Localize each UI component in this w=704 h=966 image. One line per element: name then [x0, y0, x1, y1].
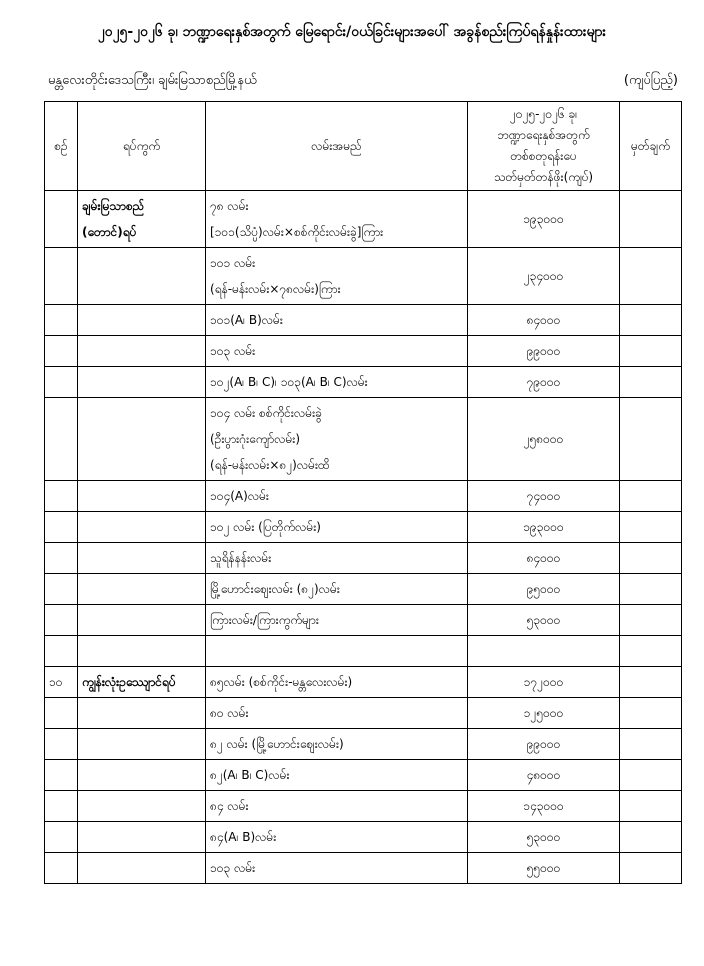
region-label: မန္တလေးတိုင်းဒေသကြီး၊ ချမ်းမြသာစည်မြို့နယ် [48, 73, 257, 88]
cell-ward [78, 481, 206, 512]
cell-remark [620, 305, 682, 336]
header-amount-line: သတ်မှတ်တန်ဖိုး(ကျပ်) [493, 170, 594, 184]
cell-amount: ၄၈၀၀၀ [468, 760, 620, 791]
cell-street [206, 336, 468, 367]
cell-no [45, 481, 78, 512]
cell-amount: ၇၉၀၀၀ [468, 367, 620, 398]
cell-remark [620, 822, 682, 853]
cell-remark [620, 481, 682, 512]
header-amount [468, 102, 620, 191]
cell-street [206, 191, 468, 248]
cell-remark [620, 667, 682, 698]
ward-line: ချမ်းမြသာစည် [82, 199, 145, 213]
cell-ward [78, 512, 206, 543]
cell-remark [620, 760, 682, 791]
cell-street [206, 698, 468, 729]
header-remark: မှတ်ချက် [620, 102, 682, 191]
cell-no [45, 336, 78, 367]
cell-ward [78, 191, 206, 248]
document-title: ၂၀၂၅-၂၀၂၆ ခု၊ ဘဏ္ဍာရေးနှစ်အတွက် မြေရောင်း/ဝယ်ခြင်းများအပေါ် အခွန်စည်းကြပ်ရန်နှုန်းထားများ [97, 24, 607, 40]
cell-ward [78, 760, 206, 791]
table-row [45, 512, 682, 543]
cell-ward [78, 636, 206, 667]
cell-street [206, 367, 468, 398]
cell-ward [78, 248, 206, 305]
cell-amount: ၉၉၀၀၀ [468, 729, 620, 760]
cell-amount [468, 636, 620, 667]
cell-remark [620, 367, 682, 398]
unit-label: (ကျပ်ပြည့်) [623, 73, 678, 88]
cell-amount: ၁၉၃၀၀၀ [468, 512, 620, 543]
table-row [45, 248, 682, 305]
cell-ward [78, 543, 206, 574]
cell-street [206, 760, 468, 791]
cell-no [45, 543, 78, 574]
header-amount-line: တစ်စတုရန်းပေ [510, 149, 577, 163]
cell-ward [78, 729, 206, 760]
table-row [45, 667, 682, 698]
cell-ward [78, 367, 206, 398]
cell-ward [78, 398, 206, 481]
table-row [45, 791, 682, 822]
cell-amount: ၈၄၀၀၀ [468, 543, 620, 574]
cell-remark [620, 791, 682, 822]
cell-no [45, 191, 78, 248]
cell-no [45, 248, 78, 305]
cell-remark [620, 605, 682, 636]
cell-ward [78, 605, 206, 636]
table-header-row [45, 102, 682, 191]
cell-street [206, 305, 468, 336]
table-row [45, 543, 682, 574]
cell-no [45, 574, 78, 605]
cell-street [206, 853, 468, 884]
cell-amount: ၂၃၄၀၀၀ [468, 248, 620, 305]
table-row [45, 605, 682, 636]
cell-no [45, 791, 78, 822]
street-line: ၁၀၁(A၊ B)လမ်း [210, 313, 283, 327]
cell-street [206, 398, 468, 481]
street-line: ၈၂(A၊ B၊ C)လမ်း [210, 768, 290, 782]
table-row [45, 336, 682, 367]
cell-remark [620, 543, 682, 574]
table-row [45, 822, 682, 853]
cell-ward [78, 853, 206, 884]
cell-no [45, 760, 78, 791]
street-line: သူရိန်နန်းလမ်း [210, 551, 272, 565]
cell-ward [78, 667, 206, 698]
cell-street [206, 574, 468, 605]
cell-remark [620, 698, 682, 729]
cell-street [206, 822, 468, 853]
cell-ward [78, 791, 206, 822]
table-row [45, 481, 682, 512]
cell-no [45, 822, 78, 853]
table-row [45, 729, 682, 760]
header-no: စဉ် [45, 102, 78, 191]
cell-amount: ၈၄၀၀၀ [468, 305, 620, 336]
subheader-row [48, 72, 678, 94]
cell-street [206, 636, 468, 667]
cell-amount: ၅၅၀၀၀ [468, 853, 620, 884]
cell-street [206, 248, 468, 305]
street-line: ၈၄ လမ်း [210, 799, 249, 813]
cell-street [206, 729, 468, 760]
cell-remark [620, 636, 682, 667]
street-line: ၁၀၃ လမ်း [210, 861, 256, 875]
header-ward: ရပ်ကွက် [78, 102, 206, 191]
cell-amount: ၉၉၀၀၀ [468, 336, 620, 367]
rates-table [44, 101, 682, 884]
cell-no [45, 512, 78, 543]
cell-no [45, 698, 78, 729]
cell-amount: ၁၄၃၀၀၀ [468, 791, 620, 822]
street-line: ၇၈ လမ်း [210, 199, 249, 213]
cell-amount: ၁၇၂၀၀၀ [468, 667, 620, 698]
cell-no: ၁၀ [45, 667, 78, 698]
street-line: ၈၄(A၊ B)လမ်း [210, 830, 277, 844]
ward-line: ကျွန်းလုံးဥဿျောင်ရပ် [82, 675, 176, 689]
street-line: ၁၀၁ လမ်း [210, 256, 256, 270]
street-line: (ရန်-မန်းလမ်း×၈၂)လမ်းထိ [210, 458, 330, 472]
cell-ward [78, 574, 206, 605]
table-row [45, 367, 682, 398]
cell-remark [620, 512, 682, 543]
cell-remark [620, 398, 682, 481]
table-row [45, 698, 682, 729]
cell-street [206, 791, 468, 822]
table-row [45, 574, 682, 605]
street-line: မြို့ဟောင်းဈေးလမ်း (၈၂)လမ်း [210, 582, 340, 596]
street-line: ၁၀၄(A)လမ်း [210, 489, 269, 503]
table-row [45, 305, 682, 336]
table-row [45, 760, 682, 791]
table-row [45, 398, 682, 481]
cell-no [45, 853, 78, 884]
header-amount-line: ၂၀၂၅-၂၀၂၆ ခု၊ [509, 107, 578, 121]
cell-no [45, 367, 78, 398]
cell-amount: ၁၉၃၀၀၀ [468, 191, 620, 248]
table-row [45, 636, 682, 667]
street-line: ၁၀၃ လမ်း [210, 344, 256, 358]
street-line: ကြားလမ်း/ကြားကွက်များ [210, 613, 319, 627]
table-row [45, 191, 682, 248]
street-line: ၁၀၄ လမ်း စစ်ကိုင်းလမ်းခွဲ [210, 406, 322, 420]
header-street: လမ်းအမည် [206, 102, 468, 191]
cell-no [45, 729, 78, 760]
cell-ward [78, 822, 206, 853]
table-row [45, 853, 682, 884]
cell-street [206, 667, 468, 698]
header-amount-line: ဘဏ္ဍာရေးနှစ်အတွက် [497, 128, 590, 142]
street-line: ၁၀၂(A၊ B၊ C)၊ ၁၀၃(A၊ B၊ C)လမ်း [210, 375, 368, 389]
street-line: [၁၀၁(သိပ္ပံ)လမ်း×စစ်ကိုင်းလမ်းခွဲ]ကြား [210, 225, 384, 239]
cell-no [45, 398, 78, 481]
cell-amount: ၉၅၀၀၀ [468, 574, 620, 605]
street-line: ၈၅လမ်း (စစ်ကိုင်း-မန္တလေးလမ်း) [210, 675, 353, 689]
street-line: ၁၀၂ လမ်း (ပြတိုက်လမ်း) [210, 520, 321, 534]
cell-ward [78, 698, 206, 729]
street-line: ၈၂ လမ်း (မြို့ဟောင်းဈေးလမ်း) [210, 737, 344, 751]
cell-no [45, 605, 78, 636]
cell-street [206, 605, 468, 636]
cell-amount: ၁၂၅၀၀၀ [468, 698, 620, 729]
cell-remark [620, 729, 682, 760]
cell-street [206, 481, 468, 512]
cell-remark [620, 853, 682, 884]
ward-line: (တောင်)ရပ် [82, 225, 137, 239]
cell-amount: ၅၃၀၀၀ [468, 605, 620, 636]
cell-amount: ၅၃၀၀၀ [468, 822, 620, 853]
table-body [45, 191, 682, 884]
street-line: (ရန်-မန်းလမ်း×၇၈လမ်း)ကြား [210, 282, 341, 296]
cell-no [45, 305, 78, 336]
cell-amount: ၇၄၀၀၀ [468, 481, 620, 512]
cell-remark [620, 336, 682, 367]
cell-street [206, 543, 468, 574]
cell-remark [620, 574, 682, 605]
cell-no [45, 636, 78, 667]
cell-ward [78, 305, 206, 336]
street-line: ၈၀ လမ်း [210, 706, 249, 720]
cell-street [206, 512, 468, 543]
cell-remark [620, 248, 682, 305]
cell-remark [620, 191, 682, 248]
cell-amount: ၂၅၈၀၀၀ [468, 398, 620, 481]
cell-ward [78, 336, 206, 367]
street-line: (ဦးပွားဂုံးကျော်လမ်း) [210, 432, 301, 446]
